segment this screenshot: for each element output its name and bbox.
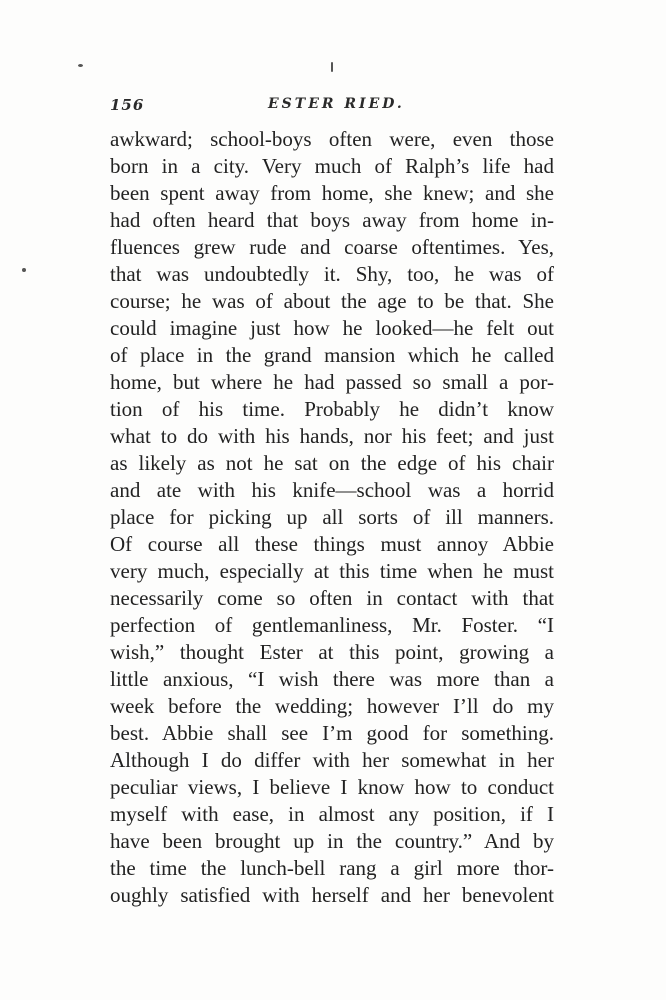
text-line: had often heard that boys away from home in- [110,208,554,232]
text-line: that was undoubtedly it. Shy, too, he was of [110,262,554,286]
text-line: peculiar views, I believe I know how to conduct [110,775,554,799]
page-header [110,96,554,120]
text-line: Although I do differ with her somewhat in her [110,748,554,772]
text-line: the time the lunch-bell rang a girl more thor- [110,856,554,880]
text-line: perfection of gentlemanliness, Mr. Foster. “I [110,613,554,637]
text-line: tion of his time. Probably he didn’t know [110,397,554,421]
text-line: been spent away from home, she knew; and she [110,181,554,205]
ink-speck [331,62,333,72]
text-line: necessarily come so often in contact with that [110,586,554,610]
text-line: wish,” thought Ester at this point, growing a [110,640,554,664]
text-line: place for picking up all sorts of ill manners. [110,505,554,529]
text-line: myself with ease, in almost any position, if I [110,802,554,826]
text-line: born in a city. Very much of Ralph’s life had [110,154,554,178]
text-line: course; he was of about the age to be that. She [110,289,554,313]
text-line: could imagine just how he looked—he felt out [110,316,554,340]
text-line: and ate with his knife—school was a horrid [110,478,554,502]
ink-speck [78,64,83,67]
running-head: ESTER RIED. [268,96,405,112]
body-text [110,126,554,909]
ink-speck [22,268,26,272]
text-line: of place in the grand mansion which he called [110,343,554,367]
text-line: awkward; school-boys often were, even those [110,127,554,151]
text-line: little anxious, “I wish there was more than a [110,667,554,691]
text-line: as likely as not he sat on the edge of his chair [110,451,554,475]
text-line: Of course all these things must annoy Abbie [110,532,554,556]
text-line: have been brought up in the country.” And by [110,829,554,853]
text-line: week before the wedding; however I’ll do my [110,694,554,718]
text-line: very much, especially at this time when he must [110,559,554,583]
text-line: home, but where he had passed so small a por- [110,370,554,394]
text-line: what to do with his hands, nor his feet; and just [110,424,554,448]
text-line: oughly satisfied with herself and her benevolent [110,883,554,907]
text-line: fluences grew rude and coarse oftentimes. Yes, [110,235,554,259]
page-number: 156 [110,96,145,114]
text-line: best. Abbie shall see I’m good for something. [110,721,554,745]
